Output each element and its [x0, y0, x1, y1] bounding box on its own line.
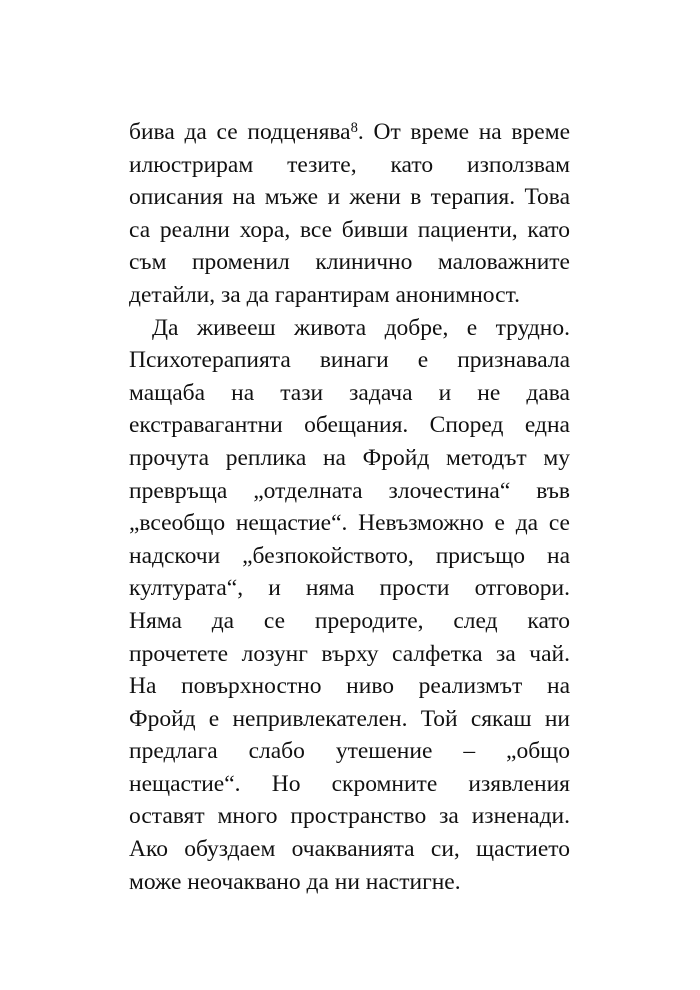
- text-line: Няма да се преродите, след като: [129, 607, 570, 634]
- text-line: бива да се подценява$^8$. От време на време: [129, 119, 571, 145]
- footnote-marker[interactable]: 8: [350, 119, 358, 136]
- text-line: предлага слабо утешение – „общо: [129, 738, 570, 765]
- text-line: мащаба на тази задача и не дава: [129, 379, 570, 406]
- text-line: са реални хора, все бивши пациенти, като: [129, 216, 570, 243]
- text-line: съм променил клинично маловажните: [129, 249, 570, 276]
- text-line: илюстрирам тезите, като използвам: [129, 151, 570, 178]
- text-line: прочута реплика на Фройд методът му: [129, 444, 570, 471]
- text-line: описания на мъже и жени в терапия. Това: [129, 184, 570, 211]
- text-line: Да живееш живота добре, е трудно.: [152, 314, 570, 341]
- text-line: нещастие“. Но скромните изявления: [129, 770, 570, 797]
- text-line: Фройд е непривлекателен. Той сякаш ни: [129, 705, 570, 732]
- text-line: културата“, и няма прости отговори.: [129, 575, 570, 602]
- text-line: оставят много пространство за изненади.: [129, 803, 570, 830]
- text-line: Психотерапията винаги е признавала: [129, 347, 570, 374]
- text-line: прочетете лозунг върху салфетка за чай.: [129, 640, 570, 667]
- paragraph: [129, 312, 570, 899]
- text-line: превръща „отделната злочестина“ във: [129, 477, 570, 504]
- text-line: детайли, за да гарантирам анонимност.: [129, 281, 520, 308]
- text-line: На повърхностно ниво реализмът на: [129, 673, 570, 700]
- body-text: [129, 116, 570, 898]
- paragraph: [129, 116, 570, 312]
- text-line: „всеобщо нещастие“. Невъзможно е да се: [129, 510, 570, 537]
- text-line: надскочи „безпокойството, присъщо на: [129, 542, 570, 569]
- text-line: може неочаквано да ни настигне.: [129, 868, 461, 895]
- text-line: екстравагантни обещания. Според една: [129, 412, 570, 439]
- text-line: Ако обуздаем очакванията си, щастието: [129, 836, 570, 863]
